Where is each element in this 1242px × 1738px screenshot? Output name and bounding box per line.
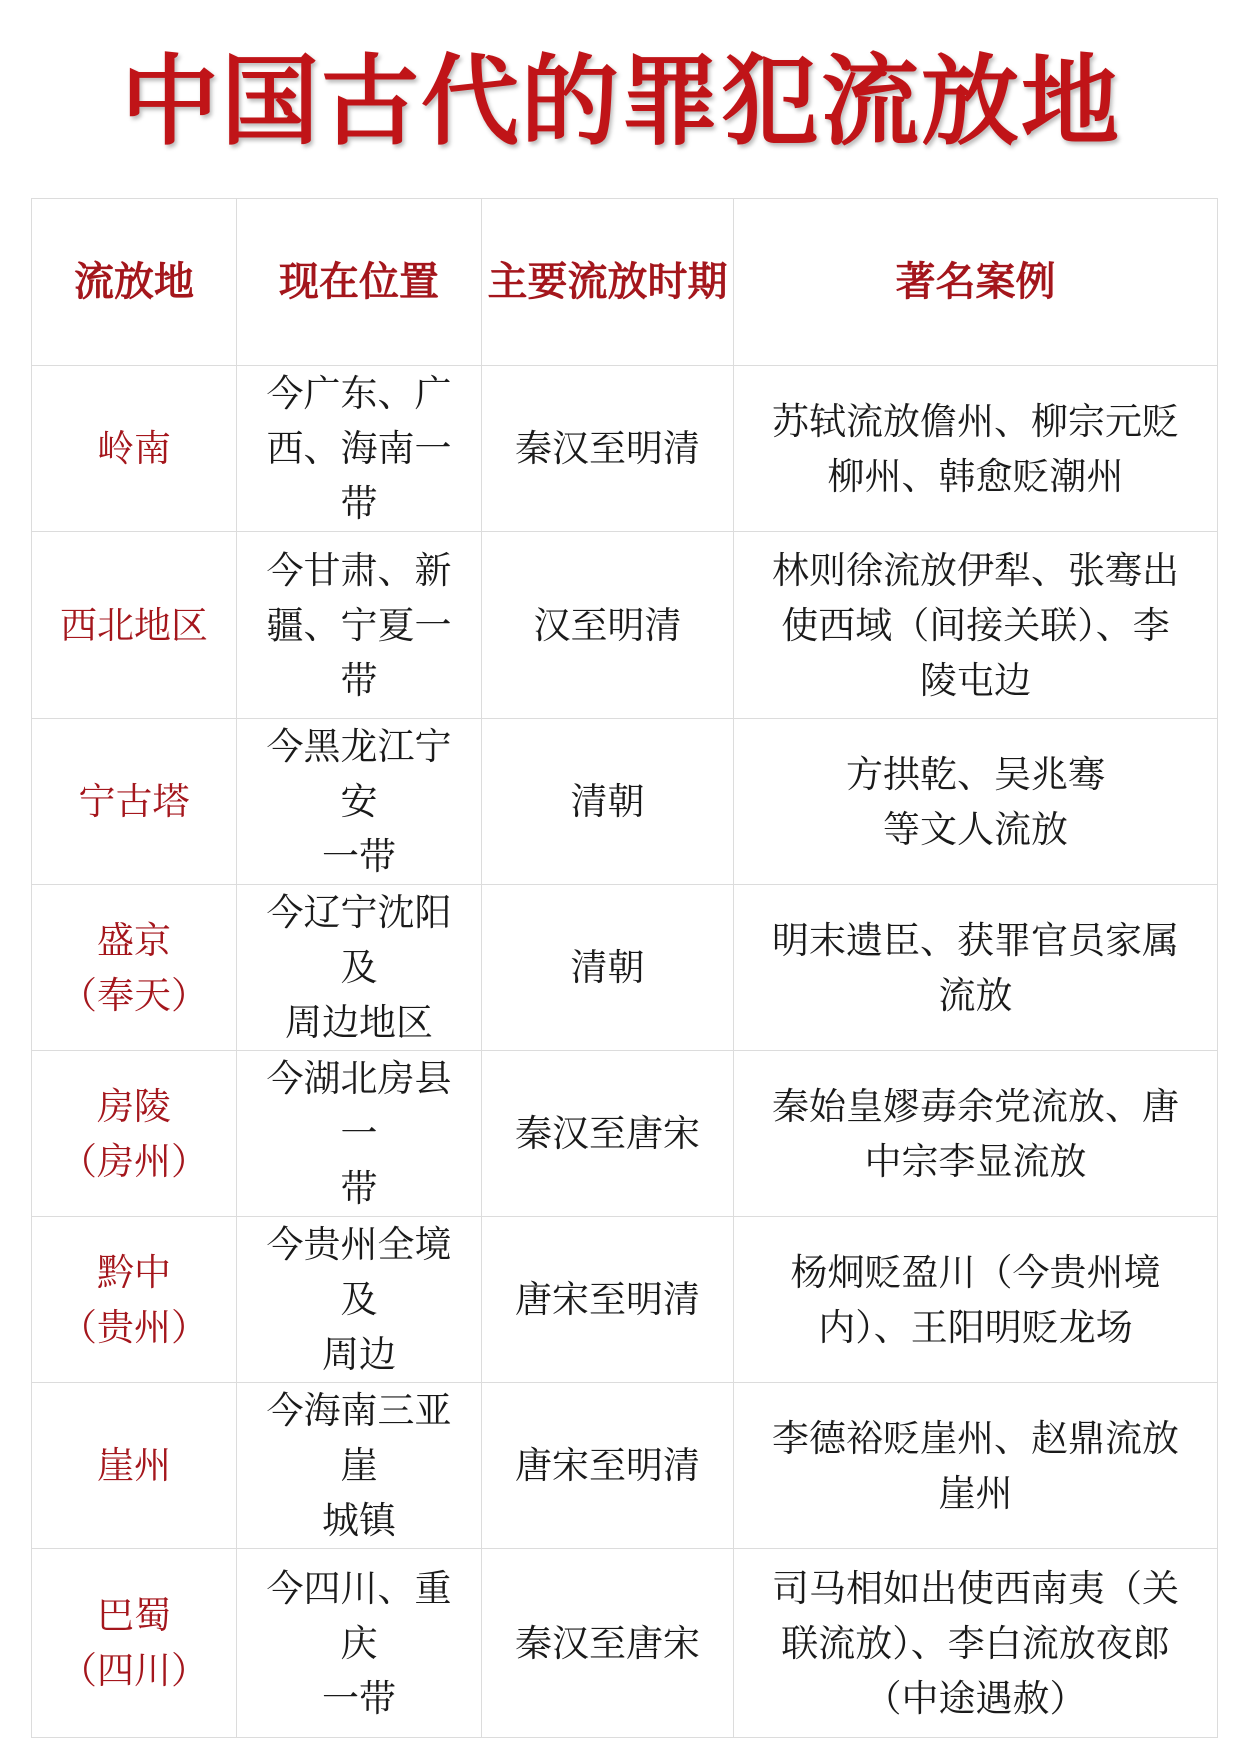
cell-cases bbox=[734, 1549, 1218, 1738]
cell-place bbox=[32, 532, 237, 719]
table-row bbox=[32, 532, 1218, 719]
cell-period: 唐宋至明清 bbox=[482, 1217, 734, 1383]
cell-line: 司马相如出使西南夷（关 bbox=[772, 1566, 1179, 1610]
cell-period: 清朝 bbox=[482, 885, 734, 1051]
cell-cases bbox=[734, 885, 1218, 1051]
cell-line: 陵屯边 bbox=[920, 658, 1031, 702]
cell-location bbox=[237, 1051, 482, 1217]
cell-line: 等文人流放 bbox=[883, 807, 1068, 851]
cell-line: （中途遇赦） bbox=[864, 1676, 1087, 1720]
cell-line: 房陵 bbox=[97, 1084, 171, 1128]
cell-line: 杨炯贬盈川（今贵州境 bbox=[790, 1250, 1161, 1294]
cell-line: 疆、宁夏一带 bbox=[266, 603, 452, 702]
header-cases: 著名案例 bbox=[734, 199, 1218, 366]
cell-period: 秦汉至唐宋 bbox=[482, 1051, 734, 1217]
cell-line: 崖州 bbox=[938, 1471, 1013, 1515]
cell-place bbox=[32, 719, 237, 885]
cell-line: 黔中 bbox=[97, 1250, 171, 1294]
cell-line: （奉天） bbox=[60, 973, 208, 1017]
cell-place bbox=[32, 1217, 237, 1383]
cell-line: 一带 bbox=[322, 1676, 396, 1720]
table-row bbox=[32, 1051, 1218, 1217]
cell-line: 周边 bbox=[322, 1333, 396, 1376]
cell-line: 今贵州全境及 bbox=[266, 1223, 452, 1321]
cell-line: 崖州 bbox=[97, 1444, 171, 1487]
cell-line: 周边地区 bbox=[285, 1001, 433, 1044]
cell-line: 今海南三亚崖 bbox=[266, 1389, 452, 1487]
table-row bbox=[32, 366, 1218, 532]
cell-line: 巴蜀 bbox=[97, 1594, 171, 1637]
table-row bbox=[32, 1383, 1218, 1549]
cell-line: 流放 bbox=[938, 973, 1013, 1017]
cell-place bbox=[32, 1051, 237, 1217]
cell-line: 秦始皇嫪毐余党流放、唐 bbox=[772, 1084, 1179, 1128]
table-row bbox=[32, 1217, 1218, 1383]
cell-line: 带 bbox=[340, 1167, 378, 1210]
cell-line: （贵州） bbox=[60, 1305, 208, 1349]
cell-location bbox=[237, 1383, 482, 1549]
cell-line: 今辽宁沈阳及 bbox=[266, 891, 452, 989]
cell-line: 方拱乾、吴兆骞 bbox=[846, 752, 1105, 796]
cell-line: 李德裕贬崖州、赵鼎流放 bbox=[772, 1416, 1179, 1460]
cell-place bbox=[32, 885, 237, 1051]
cell-period: 唐宋至明清 bbox=[482, 1383, 734, 1549]
cell-line: （四川） bbox=[60, 1649, 208, 1692]
cell-cases bbox=[734, 1217, 1218, 1383]
table-row bbox=[32, 885, 1218, 1051]
cell-cases bbox=[734, 366, 1218, 532]
table-row bbox=[32, 719, 1218, 885]
cell-line: 西、海南一带 bbox=[266, 427, 452, 525]
cell-location bbox=[237, 1217, 482, 1383]
table-header-row bbox=[32, 199, 1218, 366]
header-location: 现在位置 bbox=[237, 199, 482, 366]
cell-line: 城镇 bbox=[322, 1499, 396, 1542]
cell-line: 盛京 bbox=[97, 918, 171, 962]
cell-place bbox=[32, 1549, 237, 1738]
cell-place bbox=[32, 366, 237, 532]
header-period: 主要流放时期 bbox=[482, 199, 734, 366]
cell-line: 今广东、广 bbox=[266, 372, 452, 415]
exile-table bbox=[31, 198, 1218, 1738]
table-row bbox=[32, 1549, 1218, 1738]
header-place: 流放地 bbox=[32, 199, 237, 366]
cell-line: 宁古塔 bbox=[78, 780, 190, 823]
cell-location bbox=[237, 1549, 482, 1738]
cell-cases bbox=[734, 532, 1218, 719]
cell-line: 使西域（间接关联）、李 bbox=[781, 603, 1170, 647]
cell-line: 一带 bbox=[322, 835, 396, 878]
cell-line: 今甘肃、新 bbox=[266, 548, 452, 592]
cell-line: 苏轼流放儋州、柳宗元贬 bbox=[772, 399, 1179, 443]
cell-location bbox=[237, 719, 482, 885]
cell-period: 清朝 bbox=[482, 719, 734, 885]
cell-place bbox=[32, 1383, 237, 1549]
cell-location bbox=[237, 366, 482, 532]
cell-line: 内）、王阳明贬龙场 bbox=[818, 1305, 1133, 1349]
page-title: 中国古代的罪犯流放地 bbox=[120, 45, 1121, 159]
cell-line: 联流放）、李白流放夜郎 bbox=[781, 1621, 1170, 1665]
cell-period: 汉至明清 bbox=[482, 532, 734, 719]
cell-line: 中宗李显流放 bbox=[864, 1139, 1087, 1183]
cell-location bbox=[237, 532, 482, 719]
cell-line: 明末遗臣、获罪官员家属 bbox=[772, 918, 1179, 962]
cell-line: 岭南 bbox=[97, 427, 171, 470]
cell-cases bbox=[734, 1383, 1218, 1549]
cell-line: 今湖北房县一 bbox=[266, 1057, 452, 1155]
cell-line: 今黑龙江宁安 bbox=[266, 725, 452, 823]
cell-cases bbox=[734, 1051, 1218, 1217]
cell-location bbox=[237, 885, 482, 1051]
cell-line: 今四川、重庆 bbox=[266, 1566, 452, 1665]
cell-period: 秦汉至唐宋 bbox=[482, 1549, 734, 1738]
cell-line: 柳州、韩愈贬潮州 bbox=[827, 454, 1124, 498]
cell-period: 秦汉至明清 bbox=[482, 366, 734, 532]
cell-line: （房州） bbox=[60, 1139, 208, 1183]
cell-line: 林则徐流放伊犁、张骞出 bbox=[772, 548, 1179, 592]
cell-cases bbox=[734, 719, 1218, 885]
cell-line: 西北地区 bbox=[60, 603, 208, 647]
